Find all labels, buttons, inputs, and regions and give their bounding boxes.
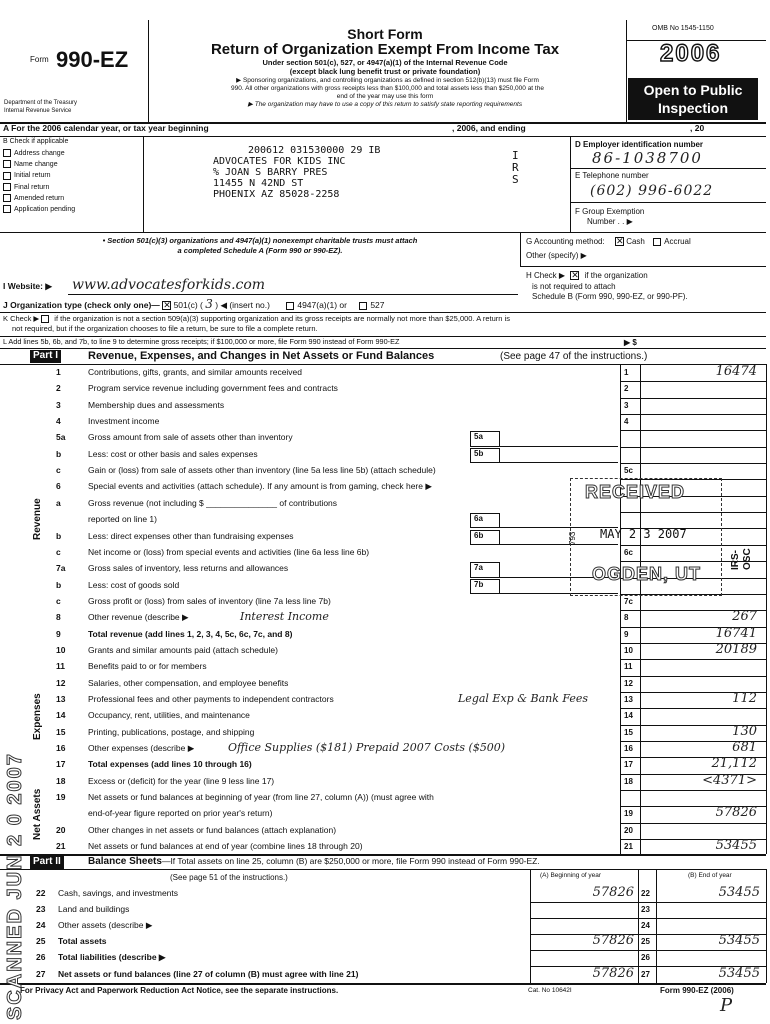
line-number: 26 bbox=[36, 952, 46, 963]
line-number: b bbox=[56, 448, 62, 459]
short-form-title: Short Form bbox=[347, 26, 423, 42]
sub-box-label: 5b bbox=[470, 448, 500, 463]
line-number: 6 bbox=[56, 481, 61, 492]
end-of-year-amount[interactable]: 53455 bbox=[718, 885, 760, 900]
line-description: Gross amount from sale of assets other than inventory bbox=[88, 433, 293, 443]
side-expenses: Expenses bbox=[32, 693, 43, 740]
dept-treasury: Department of the Treasury bbox=[4, 100, 78, 106]
line-number: 19 bbox=[56, 792, 66, 803]
line-description: Cash, savings, and investments bbox=[58, 888, 179, 898]
part-2-line bbox=[0, 934, 766, 950]
line-box-label: 8 bbox=[624, 613, 629, 623]
received-stamp-date: MAY 2 3 2007 bbox=[600, 527, 687, 541]
line-description: Investment income bbox=[88, 417, 160, 427]
amended-return-label: Amended return bbox=[14, 194, 65, 202]
received-stamp-number: 793 bbox=[568, 531, 577, 545]
received-stamp-city: OGDEN, UT bbox=[592, 564, 702, 584]
line-amount[interactable]: <4371> bbox=[702, 772, 757, 788]
line-number: 1 bbox=[56, 367, 61, 377]
part-2-line bbox=[0, 967, 766, 983]
beginning-of-year-amount[interactable]: 57826 bbox=[592, 933, 634, 949]
org-address-label bbox=[213, 145, 380, 200]
page-initial-mark: P bbox=[720, 995, 733, 1016]
line-a: A For the 2006 calendar year, or tax year beginning bbox=[3, 124, 209, 133]
line-number: 8 bbox=[56, 612, 61, 623]
line-amount[interactable]: 20189 bbox=[715, 641, 757, 657]
accounting-method-row bbox=[526, 237, 691, 246]
org-type-501c-checkbox[interactable] bbox=[162, 300, 203, 310]
initial-return-label: Initial return bbox=[14, 172, 51, 180]
end-of-year-amount[interactable]: 53455 bbox=[718, 965, 760, 981]
line-box-label: 22 bbox=[641, 889, 650, 898]
line-number: b bbox=[56, 530, 62, 541]
irs-label-letters bbox=[512, 150, 519, 186]
line-number: 27 bbox=[36, 968, 46, 979]
line-l: L Add lines 5b, 6b, and 7b, to line 9 to determine gross receipts; if $100,000 or more, file Form 990 instead of Form 990-EZ bbox=[3, 337, 400, 346]
line-b-label: B Check if applicable bbox=[3, 138, 69, 145]
application-pending-checkbox[interactable] bbox=[3, 204, 143, 215]
line-amount[interactable]: 53455 bbox=[715, 838, 757, 854]
name-change-checkbox[interactable] bbox=[3, 159, 143, 170]
line-k-checkbox[interactable] bbox=[41, 315, 49, 323]
line-number: 9 bbox=[56, 628, 61, 639]
schedule-b-label-1: if the organization bbox=[584, 271, 648, 280]
part-1-line bbox=[0, 610, 766, 626]
subtitle-6: ▶ The organization may have to use a copy of this return to satisfy state reporting requirements bbox=[247, 101, 523, 108]
part-1-line bbox=[0, 774, 766, 790]
line-amount[interactable]: 267 bbox=[732, 609, 757, 625]
part-2-title bbox=[88, 856, 540, 868]
part-1-see: (See page 47 of the instructions.) bbox=[500, 351, 648, 362]
part-1-tag: Part I bbox=[30, 350, 61, 363]
org-street: 11455 N 42ND ST bbox=[213, 178, 304, 189]
subtitle-1: Under section 501(c), 527, or 4947(a)(1) of the Internal Revenue Code bbox=[262, 58, 508, 67]
line-number: 17 bbox=[56, 759, 66, 770]
line-box-label: 2 bbox=[624, 384, 629, 394]
line-box-label: 7c bbox=[624, 596, 633, 606]
line-amount[interactable]: 16474 bbox=[715, 364, 757, 379]
line-amount[interactable]: 21,112 bbox=[711, 756, 757, 772]
accrual-label: Accrual bbox=[664, 237, 691, 246]
line-a-end: , 20 bbox=[690, 124, 705, 133]
line-box-label: 23 bbox=[641, 905, 650, 915]
part-1-line bbox=[0, 430, 766, 446]
schedule-b-label-3: Schedule B (Form 990, 990-EZ, or 990-PF). bbox=[532, 292, 688, 301]
open-label: Open to Public bbox=[643, 82, 743, 98]
org-city-state-zip: PHOENIX AZ 85028-2258 bbox=[213, 189, 340, 200]
section-501c3-note-2: a completed Schedule A (Form 990 or 990-EZ). bbox=[177, 246, 343, 255]
amended-return-checkbox[interactable] bbox=[3, 193, 143, 204]
org-type-527-checkbox[interactable] bbox=[359, 300, 384, 310]
line-description: Land and buildings bbox=[58, 904, 130, 915]
line-box-label: 26 bbox=[641, 953, 650, 963]
line-number: 2 bbox=[56, 383, 61, 394]
org-type-501c-label: 501(c) ( bbox=[173, 300, 203, 310]
line-number: 20 bbox=[56, 824, 66, 835]
cash-checkbox[interactable] bbox=[615, 237, 645, 246]
org-type-4947-label: 4947(a)(1) or bbox=[297, 300, 347, 310]
org-care-of: % JOAN S BARRY PRES bbox=[213, 167, 328, 178]
subtitle-2: (except black lung benefit trust or private foundation) bbox=[289, 67, 481, 76]
irs-letter-r: R bbox=[512, 161, 519, 174]
accounting-other[interactable]: Other (specify) ▶ bbox=[526, 251, 587, 260]
column-a-header: (A) Beginning of year bbox=[540, 872, 602, 879]
line-number: 22 bbox=[36, 888, 46, 898]
line-number: 10 bbox=[56, 644, 66, 655]
line-a-mid: , 2006, and ending bbox=[452, 124, 526, 133]
schedule-b-check-label: H Check ▶ bbox=[526, 271, 566, 280]
form-header bbox=[0, 0, 770, 122]
line-number: 12 bbox=[56, 677, 66, 688]
line-description: Other assets (describe ▶ bbox=[58, 920, 153, 931]
side-revenue: Revenue bbox=[32, 498, 43, 540]
line-description: Occupancy, rent, utilities, and maintenance bbox=[88, 711, 250, 721]
telephone-value[interactable]: (602) 996-6022 bbox=[590, 183, 714, 199]
line-box-label: 16 bbox=[624, 744, 633, 754]
irs-label: Internal Revenue Service bbox=[4, 108, 72, 114]
part-1-line bbox=[0, 463, 766, 479]
part-1-line bbox=[0, 708, 766, 724]
line-description: Net assets or fund balances (line 27 of column (B) must agree with line 21) bbox=[58, 968, 359, 979]
part-1-line bbox=[0, 381, 766, 397]
part-2-title-main: Balance Sheets bbox=[88, 856, 162, 867]
line-description: Gross profit or (loss) from sales of inventory (line 7a less line 7b) bbox=[88, 596, 331, 606]
org-type-527-label: 527 bbox=[370, 300, 385, 310]
line-amount[interactable]: 57826 bbox=[715, 805, 757, 821]
telephone-label: E Telephone number bbox=[575, 171, 649, 180]
org-type-4947-checkbox[interactable] bbox=[286, 300, 347, 310]
line-box-label: 5c bbox=[624, 466, 633, 476]
irs-letter-i: I bbox=[512, 149, 519, 162]
website-label: I Website: ▶ bbox=[3, 281, 52, 291]
beginning-of-year-amount[interactable]: 57826 bbox=[592, 965, 634, 981]
line-box-label: 24 bbox=[641, 921, 650, 931]
line-box-label: 20 bbox=[624, 825, 633, 835]
line-number: 11 bbox=[56, 661, 65, 672]
website-value[interactable]: www.advocatesforkids.com bbox=[72, 277, 266, 293]
privacy-notice: For Privacy Act and Paperwork Reduction Act Notice, see the separate instructions. bbox=[20, 986, 339, 995]
line-box-label: 25 bbox=[641, 937, 650, 947]
line-box-label: 9 bbox=[624, 629, 629, 639]
line-box-label: 6c bbox=[624, 547, 633, 557]
line-description: Less: cost of goods sold bbox=[88, 580, 180, 590]
org-id-line: 200612 031530000 29 IB bbox=[248, 145, 381, 156]
section-501c3-note-1: • Section 501(c)(3) organizations and 4947(a)(1) nonexempt charitable trusts must attach bbox=[102, 236, 418, 245]
line-k-text-2: not required, but if the organization chooses to file a return, be sure to file a complete return. bbox=[12, 324, 318, 333]
part-2-line bbox=[0, 886, 766, 902]
accounting-method-label: G Accounting method: bbox=[526, 237, 605, 246]
subtitle-4: 990. All other organizations with gross receipts less than $100,000 and total assets less than $250,000 at the bbox=[231, 85, 544, 92]
part-2-see: (See page 51 of the instructions.) bbox=[170, 873, 288, 882]
line-number: 25 bbox=[36, 936, 46, 947]
final-return-label: Final return bbox=[14, 183, 50, 191]
sub-box-label: 7a bbox=[470, 562, 500, 577]
catalog-number: Cat. No 10642I bbox=[528, 987, 572, 994]
schedule-b-label-2: is not required to attach bbox=[532, 282, 616, 291]
line-number: 23 bbox=[36, 904, 46, 915]
org-type-501c-number[interactable]: 3 bbox=[205, 297, 213, 311]
part-1-line bbox=[0, 790, 766, 806]
organization-type-label: J Organization type (check only one)— bbox=[3, 300, 160, 310]
part-2-title-rest: —If Total assets on line 25, column (B) are $250,000 or more, file Form 990 instead of Form 990-EZ. bbox=[161, 856, 540, 866]
line-description: Other revenue (describe ▶ bbox=[88, 613, 189, 623]
line-description: Special events and activities (attach schedule). If any amount is from gaming, check here ▶ bbox=[88, 482, 432, 492]
line-box-label: 15 bbox=[624, 727, 633, 737]
inspection-label: Inspection bbox=[657, 100, 728, 116]
part-1-line bbox=[0, 806, 766, 822]
subtitle-3: ▶ Sponsoring organizations, and controlling organizations as defined in section 512(b)(13) must file Form bbox=[236, 77, 539, 84]
line-number: b bbox=[56, 579, 62, 590]
line-handwritten-description[interactable]: Legal Exp & Bank Fees bbox=[458, 692, 589, 705]
line-number: 3 bbox=[56, 399, 61, 410]
line-box-label: 10 bbox=[624, 645, 633, 655]
line-description: Net income or (loss) from special events and activities (line 6a less line 6b) bbox=[88, 547, 370, 557]
line-description: Net assets or fund balances at beginning of year (from line 27, column (A)) (must agree with bbox=[88, 793, 434, 803]
line-box-label: 11 bbox=[624, 662, 633, 672]
side-net-assets: Net Assets bbox=[32, 788, 43, 840]
sub-box-label: 6a bbox=[470, 513, 500, 528]
omb-number: OMB No 1545-1150 bbox=[652, 25, 714, 32]
line-box-label: 1 bbox=[624, 368, 629, 377]
line-box-label: 18 bbox=[624, 776, 633, 786]
line-description: Program service revenue including government fees and contracts bbox=[88, 384, 338, 394]
irs-letter-s: S bbox=[512, 173, 519, 186]
part-1-line bbox=[0, 594, 766, 610]
line-description: reported on line 1) bbox=[88, 515, 157, 525]
tax-year: 2006 bbox=[660, 40, 722, 67]
line-l-amount[interactable]: ▶ $ bbox=[624, 338, 637, 347]
schedule-b-checkbox[interactable] bbox=[526, 271, 648, 280]
received-stamp-title: RECEIVED bbox=[585, 482, 686, 502]
line-number: 21 bbox=[56, 841, 66, 852]
line-amount[interactable]: 16741 bbox=[715, 625, 757, 641]
line-description: Total assets bbox=[58, 936, 107, 947]
part-2-tag: Part II bbox=[30, 856, 64, 869]
part-1-line bbox=[0, 741, 766, 757]
line-description: Professional fees and other payments to independent contractors bbox=[88, 695, 334, 704]
scanned-margin-stamp: SCANNED JUN 2 0 2007 bbox=[4, 752, 26, 1020]
line-description: end-of-year figure reported on prior year's return) bbox=[88, 809, 273, 819]
form-footer: Form 990-EZ (2006) bbox=[660, 986, 734, 995]
form-label: Form bbox=[30, 55, 49, 64]
part-1-line bbox=[0, 757, 766, 773]
organization-type-row bbox=[3, 298, 385, 312]
part-1-line bbox=[0, 414, 766, 430]
line-description: Excess or (deficit) for the year (line 9 less line 17) bbox=[88, 776, 275, 786]
line-box-label: 21 bbox=[624, 842, 633, 852]
part-1-line bbox=[0, 659, 766, 675]
beginning-of-year-amount[interactable]: 57826 bbox=[592, 885, 634, 900]
line-handwritten-description[interactable]: Interest Income bbox=[240, 610, 329, 624]
address-change-checkbox[interactable] bbox=[3, 148, 143, 159]
line-amount[interactable]: 130 bbox=[732, 723, 757, 739]
end-of-year-amount[interactable]: 53455 bbox=[718, 933, 760, 949]
line-number: 24 bbox=[36, 920, 46, 931]
line-number: 18 bbox=[56, 775, 66, 786]
line-k-row bbox=[3, 315, 766, 324]
line-number: 7a bbox=[56, 563, 66, 574]
line-box-label: 13 bbox=[624, 695, 633, 704]
ein-value[interactable]: 86-1038700 bbox=[592, 149, 703, 167]
subtitle-5: end of the year may use this form bbox=[336, 93, 434, 100]
line-description: Gross sales of inventory, less returns and allowances bbox=[88, 564, 289, 574]
part-1-line bbox=[0, 692, 766, 708]
line-number: c bbox=[56, 595, 61, 606]
line-b-section bbox=[3, 138, 143, 215]
part-2-line bbox=[0, 902, 766, 918]
line-box-label: 14 bbox=[624, 711, 633, 721]
line-description: Membership dues and assessments bbox=[88, 400, 225, 410]
part-1-line bbox=[0, 447, 766, 463]
ein-label: D Employer identification number bbox=[575, 140, 704, 149]
part-1-line bbox=[0, 627, 766, 643]
line-number: a bbox=[56, 497, 61, 508]
initial-return-checkbox[interactable] bbox=[3, 170, 143, 181]
line-number: c bbox=[56, 465, 61, 476]
line-description: Other changes in net assets or fund balances (attach explanation) bbox=[88, 825, 337, 835]
line-description: Grants and similar amounts paid (attach schedule) bbox=[88, 645, 278, 655]
line-box-label: 19 bbox=[624, 809, 633, 819]
line-description: Total liabilities (describe ▶ bbox=[58, 952, 166, 963]
line-description: Total expenses (add lines 10 through 16) bbox=[88, 760, 252, 770]
line-amount[interactable]: 112 bbox=[732, 691, 757, 706]
line-description: Printing, publications, postage, and shipping bbox=[88, 727, 255, 737]
line-number: 15 bbox=[56, 726, 66, 737]
part-1-title: Revenue, Expenses, and Changes in Net Assets or Fund Balances bbox=[88, 350, 435, 362]
line-description: Contributions, gifts, grants, and similar amounts received bbox=[88, 368, 303, 377]
part-2-line bbox=[0, 918, 766, 934]
part-1-line bbox=[0, 676, 766, 692]
line-description: Salaries, other compensation, and employee benefits bbox=[88, 678, 289, 688]
page-title: Return of Organization Exempt From Income Tax bbox=[210, 41, 560, 58]
application-pending-label: Application pending bbox=[14, 206, 76, 214]
part-1-line bbox=[0, 823, 766, 839]
line-description: Gain or (loss) from sale of assets other than inventory (line 5a less line 5b) (attach schedule) bbox=[88, 466, 436, 476]
line-number: c bbox=[56, 546, 61, 557]
line-box-label: 17 bbox=[624, 760, 633, 770]
org-name: ADVOCATES FOR KIDS INC bbox=[213, 156, 346, 167]
final-return-checkbox[interactable] bbox=[3, 182, 143, 193]
line-box-label: 27 bbox=[641, 969, 650, 979]
line-number: 16 bbox=[56, 743, 66, 754]
line-handwritten-description[interactable]: Office Supplies ($181) Prepaid 2007 Costs ($500) bbox=[228, 741, 506, 755]
sub-box-label: 7b bbox=[470, 579, 500, 594]
line-number: 5a bbox=[56, 432, 66, 443]
line-description: Benefits paid to or for members bbox=[88, 662, 207, 672]
name-change-label: Name change bbox=[14, 161, 58, 169]
line-box-label: 3 bbox=[624, 400, 629, 410]
line-number: 14 bbox=[56, 710, 66, 721]
address-change-label: Address change bbox=[14, 150, 65, 158]
sub-box-label: 6b bbox=[470, 530, 500, 545]
part-1-line bbox=[0, 725, 766, 741]
line-description: Total revenue (add lines 1, 2, 3, 4, 5c, 6c, 7c, and 8) bbox=[88, 629, 293, 639]
line-number: 4 bbox=[56, 416, 61, 427]
received-stamp-code: IRS-OSC bbox=[730, 548, 753, 570]
part-1-line bbox=[0, 643, 766, 659]
line-number: 13 bbox=[56, 694, 66, 704]
cash-label: Cash bbox=[626, 237, 645, 246]
line-description: Net assets or fund balances at end of year (combine lines 18 through 20) bbox=[88, 842, 363, 852]
org-type-insert-label: ) ◀ (insert no.) bbox=[215, 300, 270, 310]
line-k-text: if the organization is not a section 509(a)(3) supporting organization and its gross receipts are normally not more than $25,000. A return is bbox=[54, 315, 510, 323]
line-k-label: K Check ▶ bbox=[3, 315, 40, 323]
part-1-line bbox=[0, 398, 766, 414]
line-description: Other expenses (describe ▶ bbox=[88, 744, 195, 754]
line-box-label: 4 bbox=[624, 417, 629, 427]
accrual-checkbox[interactable] bbox=[653, 237, 691, 246]
column-b-header: (B) End of year bbox=[688, 872, 732, 879]
group-exemption-number[interactable]: Number . . ▶ bbox=[587, 217, 633, 226]
line-description: Less: direct expenses other than fundraising expenses bbox=[88, 531, 294, 541]
sub-box-label: 5a bbox=[470, 431, 500, 446]
line-description: Less: cost or other basis and sales expenses bbox=[88, 449, 258, 459]
line-description: Gross revenue (not including $ _______________ of contributions bbox=[88, 498, 338, 508]
form-number: 990-EZ bbox=[56, 47, 129, 72]
part-1-line bbox=[0, 365, 766, 381]
line-box-label: 12 bbox=[624, 678, 633, 688]
part-2-line bbox=[0, 950, 766, 966]
group-exemption-label: F Group Exemption bbox=[575, 207, 645, 216]
line-amount[interactable]: 681 bbox=[732, 740, 757, 756]
